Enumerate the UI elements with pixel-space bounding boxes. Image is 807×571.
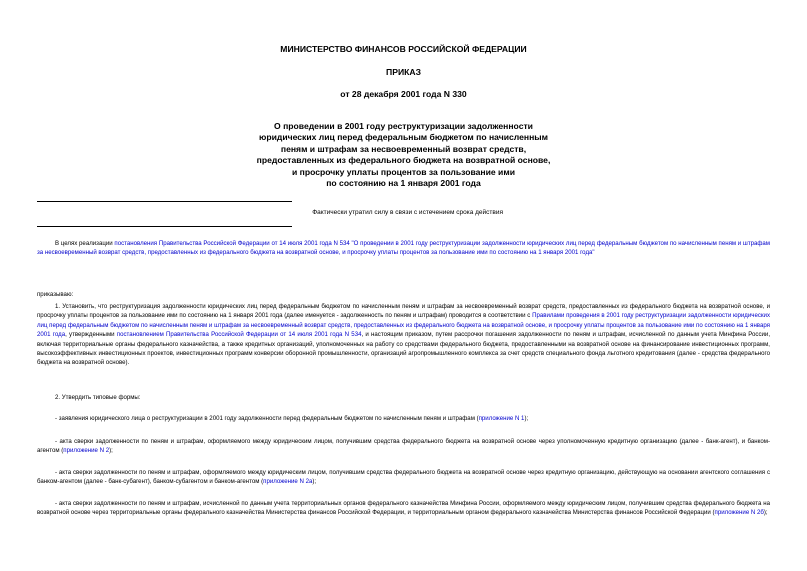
title-line: и просрочку уплаты процентов за пользование ими <box>292 166 515 177</box>
form-item <box>37 437 770 456</box>
form-item <box>37 414 770 423</box>
form-item-text: - заявления юридического лица о реструктуризации в 2001 году задолженности перед федеральным бюджетом по начисленным пеням и штрафам ( <box>55 415 479 422</box>
title-line: предоставленных из федерального бюджета на возвратной основе, <box>256 155 551 166</box>
form-item-tail: ); <box>109 447 113 455</box>
form-item <box>37 499 770 518</box>
form-item <box>37 468 770 487</box>
item-1-text-b: , утвержденными <box>65 331 115 339</box>
item-1-text-a: 1. Установить, что реструктуризация задолженности юридических лиц перед федеральным бюджетом по начисленным пеням и штрафам за несвоевременный возврат средств, предоставленных из федерального бюджета на возвратной основе, и просрочку уплаты процентов за пользование ими по состоянию на 1 января 2001 года (далее именуется - задолженность по пеням и штрафам) проводится в соответствии с <box>37 303 770 320</box>
form-item-tail: ); <box>524 415 529 422</box>
preamble-lead: В целях реализации <box>55 240 113 247</box>
form-item-tail: ); <box>312 478 317 486</box>
item-2-heading: 2. Утвердить типовые формы: <box>55 394 141 401</box>
order-word: приказываю: <box>37 291 74 298</box>
form-item-tail: ); <box>763 509 768 517</box>
ministry-heading: МИНИСТЕРСТВО ФИНАНСОВ РОССИЙСКОЙ ФЕДЕРАЦИИ <box>280 44 527 54</box>
document-date-number: от 28 декабря 2001 года N 330 <box>340 89 467 99</box>
item-1-text-c: , и настоящим приказом, путем рассрочки погашения задолженности по пеням и штрафам, исчисленной по данным учета Минфина России, включая территориальные органы федерального казначейства, а также кредитных организаций, уполномоченных на работу со средствами федерального бюджета, предоставленными на возвратной основе на финансирование инвестиционных программ, высокоэффективных инвестиционных проектов, инвестиционных программ конверсии оборонной промышленности, организаций агропромышленного комплекса за счет средств специального фонда льготного кредитования (далее - средства федерального бюджета на возвратной основе). <box>37 331 771 367</box>
appendix-1-link[interactable]: приложение N 1 <box>478 415 525 422</box>
rules-link[interactable]: Правилами проведения в 2001 году реструктуризации задолженности юридических лиц перед федеральным бюджетом по начисленным пеням и штрафам за несвоевременный возврат средств, предоставленных из федерального бюджета на возвратной основе, и просрочку уплаты процентов за пользование ими по состоянию на 1 января 2001 года <box>37 312 770 339</box>
item-1-paragraph <box>37 302 770 368</box>
government-decree-link[interactable]: постановления Правительства Российской Федерации от 14 июля 2001 года N 534 "О проведении в 2001 году реструктуризации задолженности юридических лиц перед федеральным бюджетом по начисленным пеням и штрафам за несвоевременный возврат средств, предоставленных из федерального бюджета на возвратной основе, и просрочку уплаты процентов за пользование ими по состоянию на 1 января 2001 года" <box>37 240 770 257</box>
form-item-text: - акта сверки задолженности по пеням и штрафам, исчисленной по данным учета территориальных органов федерального казначейства Минфина России, оформляемого между юридическим лицом, получившим средства федерального бюджета на возвратной основе через территориальные органы федерального казначейства Министерства финансов Российской Федерации, и территориальным органом федерального казначейства Министерства финансов Российской Федерации ( <box>37 500 770 517</box>
appendix-2b-link[interactable]: приложение N 2б <box>714 509 764 517</box>
form-item-text: - акта сверки задолженности по пеням и штрафам, оформляемого между юридическим лицом, получившим средства федерального бюджета на возвратной основе через уполномоченную кредитную организацию (далее - банк-агент), и банком-агентом ( <box>37 438 770 455</box>
divider-top <box>37 201 292 202</box>
appendix-2-link[interactable]: приложение N 2 <box>63 447 110 455</box>
title-line: по состоянию на 1 января 2001 года <box>326 178 481 189</box>
title-line: юридических лиц перед федеральным бюджетом по начисленным <box>259 132 548 143</box>
status-note: Фактически утратил силу в связи с истечением срока действия <box>312 209 503 216</box>
title-line: пеням и штрафам за несвоевременный возврат средств, <box>280 143 527 154</box>
form-item-text: - акта сверки задолженности по пеням и штрафам, оформляемого между юридическим лицом, получившим средства федерального бюджета на возвратной основе через кредитную организацию, действующую на основании агентского соглашения с банком-агентом (далее - банк-субагент), банком-субагентом и банком-агентом ( <box>37 469 770 486</box>
preamble-paragraph <box>37 239 770 258</box>
document-type: ПРИКАЗ <box>386 67 421 77</box>
title-line: О проведении в 2001 году реструктуризации задолженности <box>274 121 533 131</box>
appendix-2a-link[interactable]: приложение N 2а <box>263 478 313 486</box>
divider-bottom <box>37 226 292 227</box>
decree-534-link[interactable]: постановлением Правительства Российской Федерации от 14 июля 2001 года N 534 <box>116 331 362 339</box>
document-title <box>200 121 607 189</box>
